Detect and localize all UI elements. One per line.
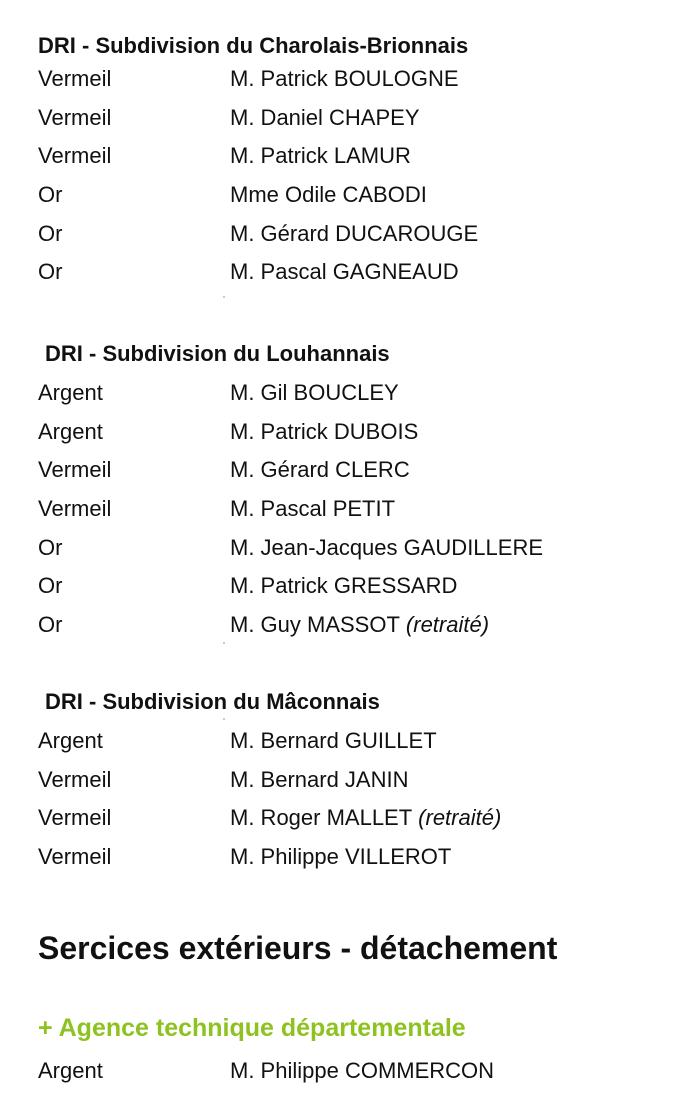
section-title: DRI - Subdivision du Charolais-Brionnais	[38, 33, 469, 58]
section-louhannais	[45, 341, 685, 367]
medal-label: Vermeil	[38, 457, 112, 483]
person-name: M. Patrick GRESSARD	[230, 573, 458, 599]
person-name-text: M. Guy MASSOT	[230, 611, 400, 637]
person-name: M. Patrick BOULOGNE	[230, 66, 459, 92]
medal-label: Vermeil	[38, 766, 112, 792]
person-name	[230, 612, 678, 638]
retired-note: (retraité)	[418, 805, 502, 831]
medal-label: Argent	[38, 728, 103, 754]
person-name: M. Pascal PETIT	[230, 496, 396, 522]
section-charolais-brionnais	[38, 33, 678, 292]
medal-label: Or	[38, 573, 63, 599]
artifact-dot	[223, 642, 225, 644]
medal-label: Vermeil	[38, 496, 112, 522]
medal-label: Argent	[38, 418, 103, 444]
person-name: M. Bernard JANIN	[230, 766, 409, 792]
person-name: M. Gérard CLERC	[230, 457, 410, 483]
person-name: M. Bernard GUILLET	[230, 728, 437, 754]
section-maconnais	[45, 689, 685, 715]
person-name: M. Jean-Jacques GAUDILLERE	[230, 534, 544, 560]
medal-label: Vermeil	[38, 805, 112, 831]
person-name: M. Patrick DUBOIS	[230, 418, 419, 444]
list-item	[38, 1052, 678, 1091]
person-name: M. Gil BOUCLEY	[230, 380, 399, 406]
section-title: DRI - Subdivision du Mâconnais	[45, 689, 380, 714]
list-item	[38, 567, 678, 606]
person-name	[230, 805, 678, 831]
medal-label: Or	[38, 220, 63, 246]
list-item	[38, 451, 678, 490]
medal-label: Argent	[38, 1058, 103, 1084]
list-item	[38, 761, 678, 800]
list-item	[38, 253, 678, 292]
medal-label: Vermeil	[38, 66, 112, 92]
artifact-dot	[223, 296, 225, 298]
page-heading: Sercices extérieurs - détachement	[38, 930, 558, 966]
person-name: Mme Odile CABODI	[230, 182, 427, 208]
list-item	[38, 176, 678, 215]
medal-label: Or	[38, 611, 63, 637]
list-item	[38, 838, 678, 877]
retired-note: (retraité)	[405, 611, 490, 637]
section-louhannais-rows	[38, 374, 678, 644]
list-item	[38, 722, 678, 761]
medal-label: Vermeil	[38, 844, 112, 870]
person-name-text: M. Roger MALLET	[230, 805, 413, 831]
list-item	[38, 490, 678, 529]
medal-label: Or	[38, 259, 63, 285]
list-item	[38, 528, 678, 567]
person-name: M. Daniel CHAPEY	[230, 104, 420, 130]
person-name: M. Philippe COMMERCON	[230, 1058, 495, 1084]
medal-label: Vermeil	[38, 143, 112, 169]
person-name: M. Pascal GAGNEAUD	[230, 259, 459, 285]
agency-rows	[38, 1052, 678, 1091]
person-name: M. Patrick LAMUR	[230, 143, 411, 169]
person-name: M. Philippe VILLEROT	[230, 844, 452, 870]
list-item	[38, 374, 678, 413]
medal-label: Or	[38, 534, 63, 560]
list-item	[38, 60, 678, 99]
section-maconnais-rows	[38, 722, 678, 876]
list-item	[38, 137, 678, 176]
medal-label: Vermeil	[38, 104, 112, 130]
list-item	[38, 413, 678, 452]
agency-title: + Agence technique départementale	[38, 1014, 466, 1042]
section-title: DRI - Subdivision du Louhannais	[45, 341, 390, 366]
medal-label: Argent	[38, 380, 103, 406]
medal-label: Or	[38, 182, 63, 208]
person-name: M. Gérard DUCAROUGE	[230, 220, 479, 246]
artifact-dot	[223, 718, 225, 720]
list-item	[38, 799, 678, 838]
list-item	[38, 99, 678, 138]
list-item	[38, 214, 678, 253]
list-item	[38, 606, 678, 645]
